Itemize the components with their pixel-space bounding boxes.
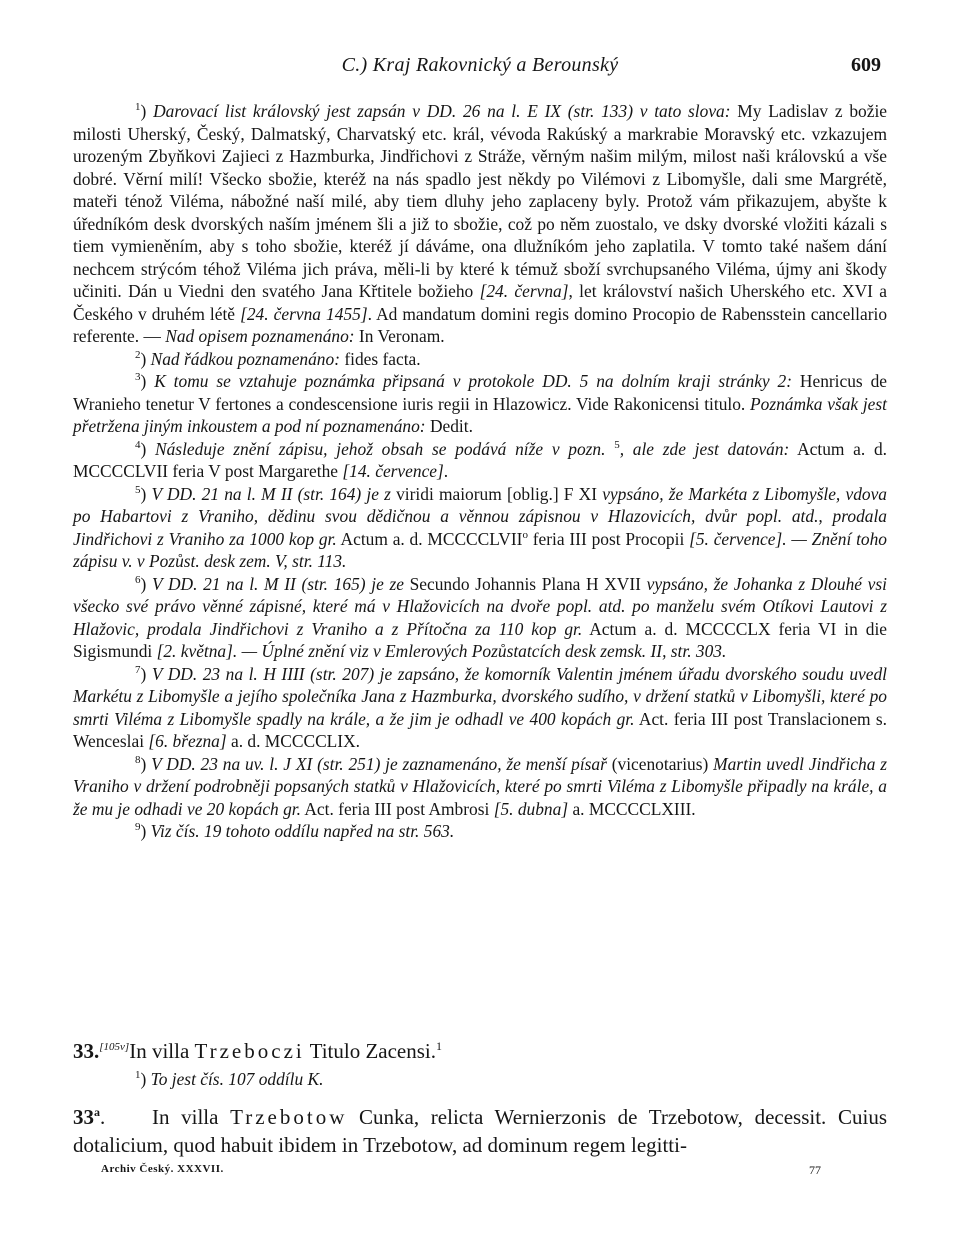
- footnote: [73, 370, 887, 438]
- roman-text: fides facta.: [340, 348, 421, 369]
- roman-text: Act. feria III post Ambrosi: [300, 798, 494, 819]
- entry-33: [73, 1038, 887, 1090]
- footnote: [73, 753, 887, 821]
- entry-33-heading: [73, 1038, 887, 1064]
- roman-text: In Veronam.: [354, 326, 445, 346]
- footnote: [73, 483, 887, 573]
- footnote-text: To jest čís. 107 oddílu K.: [150, 1069, 324, 1089]
- roman-text: Secundo Johannis Plana H XVII: [403, 573, 647, 594]
- italic-text: V DD. 21 na l. M II (str. 164) je z: [151, 483, 391, 504]
- entry-text: Titulo Zacensi.: [304, 1039, 436, 1063]
- italic-text: [5. dubna]: [493, 798, 569, 819]
- entry-text: In villa: [151, 1105, 231, 1129]
- footnote-paren: ): [140, 438, 156, 459]
- roman-text: My Ladislav z božie milosti Uherský, Český, Dalmatský, Charvatský etc. král, vévoda Rakúský a markrabie Moravský etc. vzkazujem urozeným Zbyňkovi Zajieci z Hazmburka, Jindřichovi z Stráže, věrným našim milým, milost naši královskú a vše dobré. Věrní milí! Všecko sbožie, kteréž na nás spadlo jest někdy po Vilémovi z Libomyšle, dali sme Margrétě, mateři ténož Viléma, nábožné naší milé, aby tiem dluhy jeho zaplaceny byly. Protož vám přikazujem, abyšte k úředníkóm desk dvorských naším jménem šli a již to sbožie, což po něm zuostalo, ve dsky dvorské vložiti kázali s tiem vymieněním, aby s toho sbožie, kteréž jí dáváme, ona dlužníkóm jeho zaplatila. V tomto také našem dání nechcem strýcóm téhož Viléma jich práva, měli-li by které k témuž sboží svrchupsaného Viléma, újmy ani škody učiniti. Dán u Viedni den svatého Jana Křtitele božieho: [73, 101, 888, 301]
- italic-text: Martin uvedl Jindřicha z Vraniho v držení podrobněji popsaných statků v Hlažovicích, které po smrti Viléma z Libomyšle připadly na krále, a že mu je odhadi ve 20 kopách gr.: [73, 753, 887, 819]
- roman-text: Act. feria III post Translacionem s. Wenceslai: [73, 708, 887, 751]
- footnote: [73, 100, 887, 348]
- signature-mark: 77: [809, 1163, 821, 1177]
- roman-text: Actum a. d. MCCCCLVII feria V post Margarethe: [73, 438, 887, 481]
- page-number: 609: [851, 54, 881, 76]
- italic-text: [14. července]: [342, 461, 444, 481]
- entry-33-footnote: $^1$) To jest čís. 107 oddílu K.: [135, 1069, 324, 1089]
- footnote-paren: ): [140, 371, 155, 391]
- page-footer: [73, 1163, 887, 1183]
- roman-text: Actum a. d. MCCCCLVII: [336, 528, 523, 549]
- italic-text: [5. července]. — Znění toho zápisu v. v Pozůst. desk zem. V, str. 113.: [73, 528, 887, 571]
- footnote-number: 4: [135, 438, 141, 451]
- italic-text: vypsáno, že Markéta z Libomyšle, vdova po Habartovi z Vraniho, dědinu svou dědičnou a věnnou zápisnou v Hlazovicích, dvůr popl. atd., prodala Jindřichovi z Vraniho za 1000 kop gr.: [73, 483, 887, 549]
- roman-text: a. d. MCCCCLIX.: [226, 731, 360, 751]
- italic-text: Viz čís. 19 tohoto oddílu napřed na str. 563.: [150, 821, 455, 841]
- roman-text: Actum a. d. MCCCCLX feria VI in die Sigismundi: [73, 618, 887, 661]
- footnote: [73, 820, 887, 843]
- roman-text: viridi maiorum [oblig.] F XI: [390, 483, 603, 504]
- footnote-number: 7: [135, 663, 141, 676]
- roman-text: Henricus de Wranieho tenetur V fertones a condescensione iuris regii in Hlazowicz. Vide Rakonicensi titulo.: [73, 371, 887, 414]
- footnote: [73, 573, 887, 663]
- place-name: Trzeboczi: [194, 1039, 305, 1063]
- italic-text: vypsáno, že Johanka z Dlouhé vsi všecko své právo věnné zápisné, které má v Hlažovicích na dvoře popl. atd. po manželu svém Otíkovi Lautovi z Hlažovic, prodala Jindřichovi z Vraniho a z Přítočna za 110 kop gr.: [73, 573, 887, 639]
- footnote-paren: ): [140, 753, 152, 774]
- footnote-number: 1: [135, 1069, 141, 1082]
- roman-text: Dedit.: [425, 416, 473, 436]
- footnote-number: 3: [135, 371, 141, 384]
- entry-number-suffix: a: [94, 1105, 100, 1119]
- superscript: o: [522, 528, 528, 541]
- italic-text: [2. května]. — Úplné znění viz v Emlerových Pozůstatcích desk zemsk. II, str. 303.: [156, 641, 727, 661]
- footnote-number: 8: [135, 753, 141, 766]
- italic-text: K tomu se vztahuje poznámka připsaná v protokole DD. 5 na dolním kraji stránky 2:: [154, 371, 793, 391]
- italic-text: [24. června]: [479, 281, 569, 301]
- footnotes-section: [73, 100, 887, 843]
- volume-label: Archiv Český. XXXVII.: [101, 1163, 224, 1175]
- italic-text: Nad řádkou poznamenáno:: [150, 348, 340, 369]
- footnote-number: 6: [135, 573, 141, 586]
- footnote-paren: ): [140, 483, 152, 504]
- footnote: [73, 663, 887, 753]
- roman-text: (vicenotarius): [606, 753, 714, 774]
- italic-text: , ale zde jest datován:: [619, 438, 790, 459]
- italic-text: V DD. 21 na l. M II (str. 165) je ze: [151, 573, 404, 594]
- place-name: Trzebotow: [230, 1105, 348, 1129]
- italic-text: Nad opisem poznamenáno:: [165, 326, 355, 346]
- entry-number: 33.: [73, 1039, 100, 1063]
- roman-text: , let království našich Uherského etc. XVI a Českého v druhém létě: [73, 281, 887, 324]
- roman-text: . Ad mandatum domini regis domino Procopio de Rabensstein cancellario referente. —: [73, 303, 888, 346]
- footnote-reference: 1: [436, 1039, 442, 1053]
- footnote-number: 1: [135, 101, 141, 114]
- italic-text: [24. června 1455]: [240, 303, 368, 324]
- footnote-paren: ): [140, 573, 152, 594]
- entry-33a-text: [73, 1103, 887, 1159]
- italic-text: [6. března]: [148, 731, 227, 751]
- footnote-number: 9: [135, 821, 141, 834]
- page-header: [73, 54, 887, 84]
- italic-text: Poznámka však jest přetržena jiným inkoustem a pod ní poznamenáno:: [73, 393, 887, 436]
- footnote: [73, 348, 887, 371]
- folio-reference: [105v]: [99, 1041, 130, 1053]
- entry-33a: [73, 1103, 887, 1159]
- entry-number: 33: [73, 1105, 94, 1129]
- running-title: C.) Kraj Rakovnický a Berounský: [341, 54, 619, 76]
- footnote-paren: ): [140, 663, 152, 684]
- footnote-paren: ): [140, 101, 154, 121]
- footnote-paren: ): [140, 821, 151, 841]
- italic-text: Darovací list královský jest zapsán v DD. 26 na l. E IX (str. 133) v tato slova:: [153, 101, 731, 121]
- roman-text: feria III post Procopii: [527, 528, 690, 549]
- italic-text: V DD. 23 na l. H IIII (str. 207) je zapsáno, že komorník Valentin jménem úřadu dvorského soudu uvedl Markétu z Libomyšle a jejího společníka Jana z Hazmburka, dvorského sudího, v držení statků v Libomyšli, které po smrti Viléma z Libomyšle spadly na krále, a že jim je odhadl ve 400 kopách gr.: [73, 663, 887, 729]
- roman-text: .: [443, 461, 449, 481]
- entry-text: Cunka, relicta Wernierzonis de Trzebotow, decessit. Cuius dotalicium, quod habuit ibidem in Trzebotow, ad dominum regem legitti-: [73, 1105, 887, 1157]
- italic-text: V DD. 23 na uv. l. J XI (str. 251) je zaznamenáno, že menší písař: [151, 753, 607, 774]
- entry-number-dot: .: [100, 1105, 106, 1129]
- footnote: [73, 438, 887, 483]
- superscript: 5: [614, 438, 620, 451]
- italic-text: Následuje znění zápisu, jehož obsah se podává níže v pozn.: [155, 438, 615, 459]
- footnote-paren: ): [140, 348, 151, 369]
- footnote-number: 5: [135, 483, 141, 496]
- entry-text: In villa: [129, 1039, 195, 1063]
- roman-text: a. MCCCCLXIII.: [568, 798, 696, 819]
- footnote-number: 2: [135, 348, 141, 361]
